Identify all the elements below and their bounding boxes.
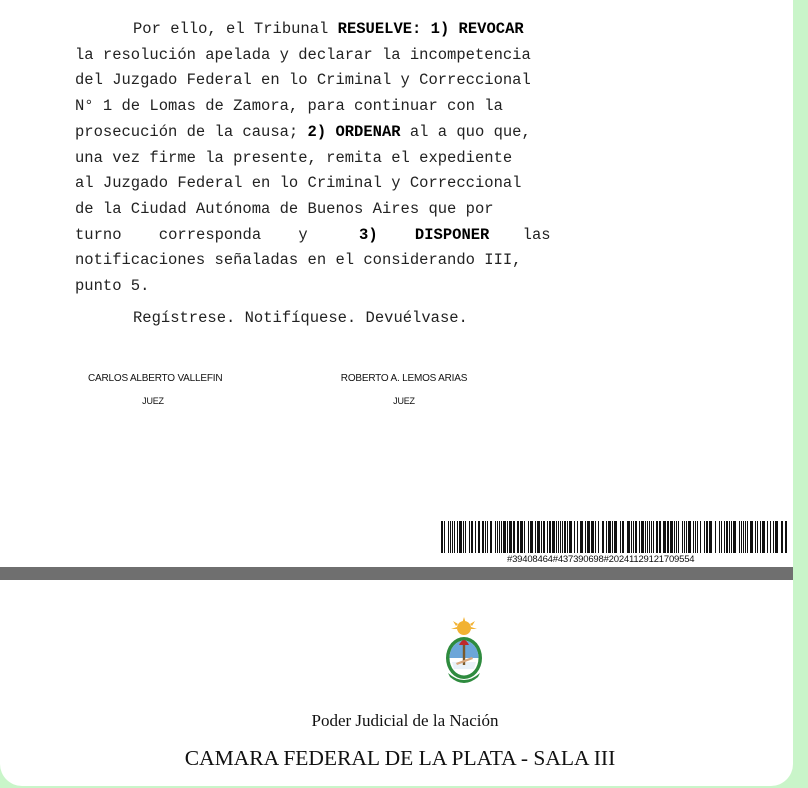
barcode-bar xyxy=(517,521,519,553)
barcode-bar xyxy=(495,521,496,553)
barcode-bar xyxy=(507,521,508,553)
barcode-bar xyxy=(656,521,658,553)
barcode-bar xyxy=(709,521,712,553)
barcode-bar xyxy=(676,521,677,553)
resolution-line-1 xyxy=(75,17,587,43)
barcode-bar xyxy=(580,521,583,553)
barcode-bar xyxy=(520,521,523,553)
resolution-line-2 xyxy=(75,43,587,69)
barcode-bar xyxy=(497,521,498,553)
text-segment: del Juzgado Federal en lo Criminal y Correccional xyxy=(75,71,531,90)
barcode-bar xyxy=(485,521,486,553)
barcode-bar xyxy=(469,521,470,553)
resolution-line-4 xyxy=(75,94,587,120)
barcode-bar xyxy=(595,521,596,553)
barcode-bar xyxy=(674,521,675,553)
barcode-bar xyxy=(465,521,466,553)
barcode-bar xyxy=(739,521,740,553)
closing-line xyxy=(75,306,587,332)
barcode-bar xyxy=(475,521,476,553)
barcode-bar xyxy=(524,521,525,553)
barcode-bar xyxy=(741,521,742,553)
barcode-bar xyxy=(608,521,611,553)
barcode-bar xyxy=(513,521,515,553)
barcode-bar xyxy=(645,521,646,553)
barcode-bar xyxy=(700,521,701,553)
barcode-bar xyxy=(612,521,613,553)
signature-lemos-arias xyxy=(340,373,468,406)
barcode-bar xyxy=(560,521,561,553)
text-segment: una vez firme la presente, remita el expediente xyxy=(75,148,513,167)
barcode-bar xyxy=(719,521,720,553)
barcode-bar xyxy=(651,521,652,553)
barcode-bar xyxy=(591,521,594,553)
barcode-bar xyxy=(478,521,480,553)
barcode-bar xyxy=(549,521,551,553)
barcode-bar xyxy=(454,521,455,553)
barcode-bar xyxy=(577,521,578,553)
barcode-bar xyxy=(653,521,654,553)
barcode-bar xyxy=(721,521,722,553)
barcode-bar xyxy=(622,521,624,553)
resolution-line-5 xyxy=(75,120,587,146)
barcode-bar xyxy=(547,521,548,553)
order-heading: 2) ORDENAR xyxy=(307,122,401,141)
barcode-bar xyxy=(684,521,685,553)
barcode-bar xyxy=(448,521,449,553)
barcode-bar xyxy=(706,521,708,553)
barcode-bar xyxy=(667,521,669,553)
page-divider xyxy=(0,567,793,580)
barcode-bar xyxy=(543,521,545,553)
barcode-bar xyxy=(781,521,783,553)
barcode-bar xyxy=(686,521,687,553)
barcode-bar xyxy=(729,521,730,553)
signer-role: JUEZ xyxy=(393,396,415,406)
signer-name: CARLOS ALBERTO VALLEFIN xyxy=(88,373,223,384)
barcode-bar xyxy=(574,521,575,553)
barcode-bar xyxy=(501,521,502,553)
text-segment: prosecución de la causa; xyxy=(75,122,308,141)
barcode-bar xyxy=(670,521,673,553)
barcode-bar xyxy=(726,521,728,553)
argentine-coat-of-arms-icon xyxy=(438,617,490,689)
barcode-bar xyxy=(452,521,453,553)
resolution-line-9 xyxy=(75,223,587,249)
barcode-bar xyxy=(715,521,716,553)
barcode-bar xyxy=(463,521,464,553)
barcode-bar xyxy=(688,521,691,553)
barcode-bar xyxy=(724,521,725,553)
barcode-bar xyxy=(631,521,632,553)
barcode-bar xyxy=(678,521,679,553)
barcode-bar xyxy=(587,521,590,553)
barcode-bar xyxy=(731,521,732,553)
barcode-bar xyxy=(569,521,572,553)
barcode-bar xyxy=(482,521,484,553)
barcode-bar xyxy=(635,521,637,553)
text-segment: notificaciones señaladas en el considerando III, xyxy=(75,251,522,270)
text-segment: turno corresponda y xyxy=(75,225,346,244)
barcode-bar xyxy=(530,521,533,553)
barcode-bar xyxy=(649,521,650,553)
barcode-bar xyxy=(487,521,488,553)
barcode-bar xyxy=(585,521,586,553)
barcode-bar xyxy=(558,521,559,553)
text-segment: N° 1 de Lomas de Zamora, para continuar con la xyxy=(75,97,503,116)
barcode-bar xyxy=(606,521,607,553)
barcode-bar xyxy=(733,521,736,553)
barcode-bar xyxy=(503,521,506,553)
barcode-bar xyxy=(459,521,462,553)
barcode-bar xyxy=(785,521,787,553)
resolve-heading: RESUELVE: 1) REVOCAR xyxy=(337,20,524,38)
resolution-line-6 xyxy=(75,146,587,172)
document-barcode xyxy=(441,521,787,565)
dispose-heading: 3) DISPONER xyxy=(359,225,490,244)
text-segment: Por ello, el Tribunal xyxy=(133,20,338,38)
signer-name: ROBERTO A. LEMOS ARIAS xyxy=(340,373,468,384)
barcode-bar xyxy=(441,521,443,553)
barcode-bar xyxy=(745,521,746,553)
barcode-bar xyxy=(598,521,599,553)
barcode-bar xyxy=(541,521,542,553)
barcode-bar xyxy=(639,521,640,553)
signer-role: JUEZ xyxy=(142,396,164,406)
barcode-bar xyxy=(627,521,630,553)
barcode-bar xyxy=(490,521,492,553)
text-segment: las xyxy=(513,225,551,244)
text-segment: al a quo que, xyxy=(400,122,531,141)
barcode-number: #39408464#437390698#20241129121709554 xyxy=(507,554,695,565)
barcode-bar xyxy=(537,521,540,553)
barcode-bar xyxy=(760,521,761,553)
barcode-bar xyxy=(695,521,696,553)
barcode-bar xyxy=(757,521,758,553)
barcode-bar xyxy=(659,521,661,553)
resolution-line-3 xyxy=(75,68,587,94)
barcode-bar xyxy=(767,521,768,553)
institution-name: Poder Judicial de la Nación xyxy=(311,711,499,730)
barcode-bar xyxy=(562,521,563,553)
barcode-bar xyxy=(564,521,566,553)
text-segment: punto 5. xyxy=(75,277,150,296)
barcode-bar xyxy=(471,521,473,553)
barcode-bar xyxy=(697,521,698,553)
court-name: CAMARA FEDERAL DE LA PLATA - SALA III xyxy=(184,746,616,770)
barcode-bar xyxy=(773,521,774,553)
barcode-bar xyxy=(556,521,557,553)
text-segment: la resolución apelada y declarar la incompetencia xyxy=(75,45,531,64)
barcode-bar xyxy=(704,521,705,553)
signature-vallefin xyxy=(88,373,223,406)
text-segment: al Juzgado Federal en lo Criminal y Correccional xyxy=(75,174,522,193)
closing-text: Regístrese. Notifíquese. Devuélvase. xyxy=(133,308,468,327)
barcode-bar xyxy=(755,521,756,553)
barcode-bar xyxy=(528,521,529,553)
resolution-line-8 xyxy=(75,197,587,223)
barcode-bar xyxy=(535,521,536,553)
barcode-bar xyxy=(567,521,568,553)
barcode-bar xyxy=(770,521,771,553)
barcode-bar xyxy=(457,521,458,553)
barcode-bar xyxy=(602,521,604,553)
barcode-bar xyxy=(743,521,744,553)
barcode-bar xyxy=(747,521,748,553)
barcode-bar xyxy=(693,521,694,553)
barcode-bar xyxy=(647,521,648,553)
barcode-bar xyxy=(775,521,778,553)
resolution-text xyxy=(75,17,587,331)
barcode-bar xyxy=(682,521,683,553)
resolution-line-10 xyxy=(75,248,587,274)
barcode-bar xyxy=(762,521,765,553)
barcode-bar xyxy=(620,521,621,553)
barcode-bar xyxy=(633,521,634,553)
resolution-line-11 xyxy=(75,274,587,300)
barcode-bar xyxy=(499,521,500,553)
barcode-bar xyxy=(663,521,666,553)
text-segment: de la Ciudad Autónoma de Buenos Aires que por xyxy=(75,199,494,218)
barcode-bar xyxy=(614,521,617,553)
barcode-bar xyxy=(509,521,512,553)
barcode-bar xyxy=(750,521,753,553)
resolution-line-7 xyxy=(75,171,587,197)
barcode-icon xyxy=(441,521,787,553)
barcode-bar xyxy=(444,521,445,553)
barcode-bar xyxy=(450,521,451,553)
barcode-bar xyxy=(552,521,555,553)
barcode-bar xyxy=(641,521,644,553)
